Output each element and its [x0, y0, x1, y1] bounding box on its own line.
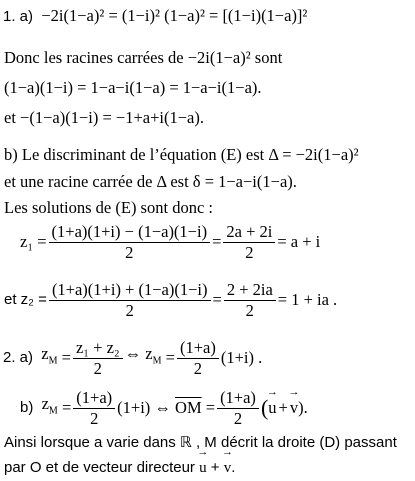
z2-result: = 1 + ia . — [277, 290, 338, 309]
q2b-numerator-2: (1+a) — [217, 388, 259, 409]
z1-fraction-1 — [49, 222, 211, 262]
z1-lhs: z₁ = — [20, 232, 47, 251]
z1-equals: = — [212, 232, 222, 251]
q2b-equals-2: = — [205, 398, 216, 417]
q2a-tail: (1+i) . — [220, 348, 263, 367]
q2b-fraction-1 — [73, 388, 115, 428]
z1-fraction-2 — [223, 222, 275, 262]
z2-denominator-2: 2 — [245, 301, 254, 320]
q2a-iff: ⇔ $z_M$ — [124, 344, 162, 367]
q2a-zm: $z_M$ — [41, 344, 58, 367]
u-vector-2: → u — [199, 458, 207, 478]
q1a-line — [3, 6, 307, 27]
q2b-label: b) — [20, 399, 34, 416]
z2-equation — [4, 280, 337, 320]
v-vector: → v — [290, 398, 298, 418]
q2b-mid: (1+i) ⇔ — [117, 398, 171, 417]
q2a-fraction-1 — [73, 338, 123, 378]
q2b-plus: + — [278, 398, 288, 417]
conclusion-line-2: par O et de vecteur directeur → u + → v. — [4, 458, 235, 478]
q2a-equals-2: = — [165, 348, 175, 367]
q2a-label: 2. a) — [3, 349, 34, 366]
q2b-denominator-2: 2 — [233, 409, 243, 428]
z1-result: = a + i — [277, 232, 321, 251]
q2b-equation: b) $z_M$ = $\frac{(1+a)}{2}$ (1+i) ⇔ $\overline{OM}$ = $\frac{(1+a)}{2}$ ( → u + → v ). — [20, 388, 308, 428]
q2a-numerator-2: (1+a) — [177, 338, 219, 359]
z2-numerator-2: 2 + 2ia — [224, 280, 276, 301]
root-2: et −(1−a)(1−i) = −1+a+i(1−a). — [4, 108, 204, 127]
z1-numerator-1: (1+a)(1+i) − (1−a)(1−i) — [49, 222, 211, 243]
q2b-equals-1: = — [61, 398, 72, 417]
roots-intro: Donc les racines carrées de −2i(1−a)² sont — [4, 48, 283, 67]
q2a-equals-1: = — [61, 348, 71, 367]
conclusion-line-1: Ainsi lorsque a varie dans ℝ , M décrit la droite (D) passant — [4, 434, 397, 451]
z1-numerator-2: 2a + 2i — [223, 222, 275, 243]
q1b-line-1: b) Le discriminant de l’équation (E) est Δ = −2i(1−a)² — [4, 145, 359, 164]
q1a-equation: −2i(1−a)² = (1−i)² (1−a)² = [(1−i)(1−a)]² — [41, 6, 308, 25]
z2-numerator-1: (1+a)(1+i) + (1−a)(1−i) — [49, 280, 211, 301]
z2-fraction-1 — [49, 280, 211, 320]
q1b-line-2: et une racine carrée de Δ est δ = 1−a−i(1−a). — [4, 172, 297, 191]
q2a-denominator-1: 2 — [93, 359, 102, 378]
q2a-fraction-2 — [177, 338, 219, 378]
root-1: (1−a)(1−i) = 1−a−i(1−a) = 1−a−i(1−a). — [4, 78, 262, 97]
z2-lhs: et z₂ = — [4, 291, 47, 308]
q2b-denominator-1: 2 — [90, 409, 99, 428]
z2-fraction-2 — [224, 280, 276, 320]
u-vector: → u — [268, 398, 276, 418]
q2b-numerator-1: (1+a) — [73, 388, 115, 409]
om-vector: $\overline{OM}$ — [175, 398, 202, 417]
q1a-label: 1. a) — [3, 8, 34, 25]
z2-denominator-1: 2 — [125, 301, 134, 320]
q2b-close: ). — [298, 398, 308, 417]
z1-denominator-2: 2 — [245, 243, 254, 262]
solutions-intro: Les solutions de (E) sont donc : — [4, 198, 213, 217]
z1-denominator-1: 2 — [125, 243, 134, 262]
z1-equation — [20, 222, 320, 262]
q2a-numerator-1: z₁ + z₂ — [73, 338, 123, 359]
q2b-zm: $z_M$ — [41, 394, 58, 417]
q2a-denominator-2: 2 — [193, 359, 203, 378]
z2-equals: = — [212, 290, 222, 309]
v-vector-2: → v — [224, 458, 232, 478]
q2b-fraction-2 — [217, 388, 259, 428]
q2a-equation — [3, 338, 262, 378]
